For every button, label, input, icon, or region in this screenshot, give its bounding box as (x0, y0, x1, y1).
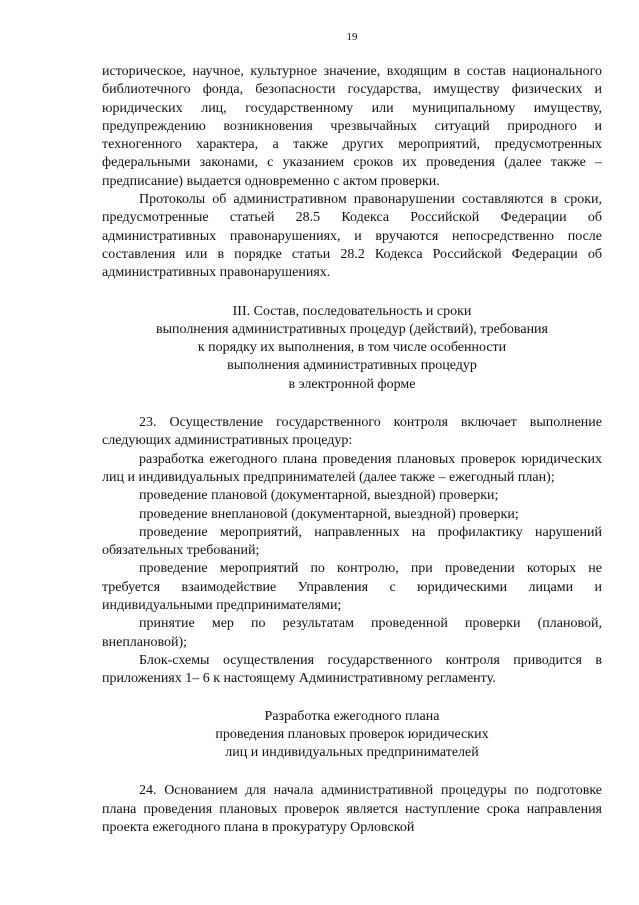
procedure-item: проведение мероприятий, направленных на профилактику нарушений обязательных требований; (102, 524, 602, 559)
section-heading-line: III. Состав, последовательность и сроки (232, 303, 472, 319)
page-number: 19 (346, 31, 358, 43)
section-heading-line: к порядку их выполнения, в том числе особенности (197, 340, 507, 356)
continuation-paragraph: историческое, научное, культурное значение, входящим в состав национального библиотечного фонда, безопасности государства, имуществу физических и юридических лиц, государственному или муниципальному имуществу, предупреждению возникновения чрезвычайных ситуаций природного и техногенного характера, а также других мероприятий, предусмотренных федеральными законами, с указанием сроков их проведения (далее также – предписание) выдается одновременно с актом проверки. (102, 64, 602, 189)
section-heading-line: в электронной форме (288, 376, 416, 392)
subsection-heading-line: проведения плановых проверок юридических (215, 726, 489, 742)
section-heading (102, 303, 602, 394)
block-schemes-paragraph: Блок-схемы осуществления государственного контроля приводится в приложениях 1– 6 к настоящему Административному регламенту. (102, 652, 602, 687)
procedure-item: разработка ежегодного плана проведения плановых проверок юридических лиц и индивидуальных предпринимателей (далее также – ежегодный план); (102, 451, 602, 485)
procedure-item: проведение плановой (документарной, выездной) проверки; (139, 488, 499, 504)
subsection-heading-line: лиц и индивидуальных предпринимателей (225, 745, 479, 761)
item-23-intro: 23. Осуществление государственного контроля включает выполнение следующих административных процедур: (102, 415, 602, 449)
section-heading-line: выполнения административных процедур (227, 358, 477, 374)
procedure-item: проведение мероприятий по контролю, при проведении которых не требуется взаимодействие Управления с юридическими лицами и индивидуальными предпринимателями; (102, 561, 602, 614)
item-24-paragraph: 24. Основанием для начала административной процедуры по подготовке плана проведения плановых проверок является наступление срока направления проекта ежегодного плана в прокуратуру Орловской (102, 783, 602, 835)
subsection-heading (102, 708, 602, 763)
protocols-paragraph: Протоколы об административном правонарушении составляются в сроки, предусмотренные статьей 28.5 Кодекса Российской Федерации об административных правонарушениях, и вручаются непосредственно после составления или в порядке статьи 28.2 Кодекса Российской Федерации об административных правонарушениях. (102, 192, 602, 281)
section-heading-line: выполнения административных процедур (действий), требования (156, 321, 548, 337)
procedure-item: проведение внеплановой (документарной, выездной) проверки; (139, 506, 519, 522)
subsection-heading-line: Разработка ежегодного плана (264, 708, 440, 724)
procedure-item: принятие мер по результатам проведенной проверки (плановой, внеплановой); (102, 616, 602, 650)
